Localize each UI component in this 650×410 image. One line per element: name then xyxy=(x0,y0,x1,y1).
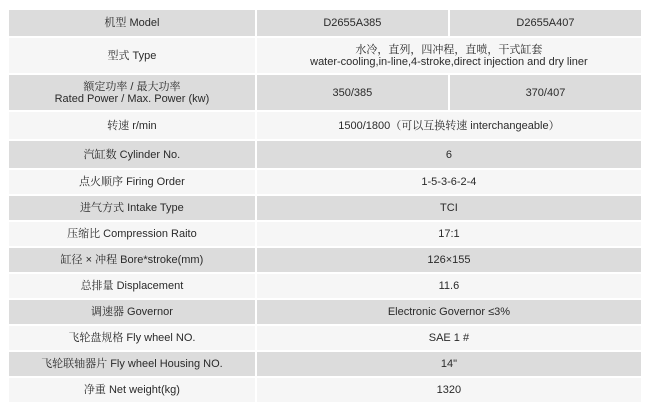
table-row-type xyxy=(9,38,641,73)
row-label: 净重 Net weight(kg) xyxy=(9,378,255,402)
table-row-governor xyxy=(9,300,641,324)
row-value-b: 370/407 xyxy=(450,75,641,110)
row-value: 11.6 xyxy=(257,274,641,298)
table-row-flywheel xyxy=(9,326,641,350)
row-value: 17:1 xyxy=(257,222,641,246)
row-label: 压缩比 Compression Raito xyxy=(9,222,255,246)
row-value: 6 xyxy=(257,141,641,168)
row-label: 缸径 × 冲程 Bore*stroke(mm) xyxy=(9,248,255,272)
row-value: 126×155 xyxy=(257,248,641,272)
power-label-cn: 额定功率 / 最大功率 xyxy=(83,80,181,93)
power-label-en: Rated Power / Max. Power (kw) xyxy=(54,92,210,105)
table-row-displacement xyxy=(9,274,641,298)
table-row-bore-stroke xyxy=(9,248,641,272)
header-model-b: D2655A407 xyxy=(450,10,641,36)
spec-table xyxy=(7,8,643,404)
table-row-speed xyxy=(9,112,641,139)
type-en-text: water-cooling,in-line,4-stroke,direct injection and dry liner xyxy=(310,55,588,68)
row-value: SAE 1 # xyxy=(257,326,641,350)
row-label: 总排量 Displacement xyxy=(9,274,255,298)
row-label: 汽缸数 Cylinder No. xyxy=(9,141,255,168)
table-row-power xyxy=(9,75,641,110)
table-row-flywheel-housing xyxy=(9,352,641,376)
table-row-intake xyxy=(9,196,641,220)
row-label: 进气方式 Intake Type xyxy=(9,196,255,220)
table-header-row xyxy=(9,10,641,36)
header-model-a: D2655A385 xyxy=(257,10,448,36)
table-row-net-weight xyxy=(9,378,641,402)
table-row-compression xyxy=(9,222,641,246)
row-label: 型式 Type xyxy=(9,38,255,73)
row-label: 点火顺序 Firing Order xyxy=(9,170,255,194)
table-row-cylinders xyxy=(9,141,641,168)
row-value: TCI xyxy=(257,196,641,220)
row-label xyxy=(9,75,255,110)
row-label: 飞轮联轴器片 Fly wheel Housing NO. xyxy=(9,352,255,376)
header-label: 机型 Model xyxy=(9,10,255,36)
row-label: 调速器 Governor xyxy=(9,300,255,324)
type-cn-text: 水冷，直列，四冲程，直喷，干式缸套 xyxy=(355,43,543,56)
row-value: 1320 xyxy=(257,378,641,402)
row-value-a: 350/385 xyxy=(257,75,448,110)
row-value: 1500/1800（可以互换转速 interchangeable） xyxy=(257,112,641,139)
row-value xyxy=(257,38,641,73)
row-value: 14" xyxy=(257,352,641,376)
row-value: 1-5-3-6-2-4 xyxy=(257,170,641,194)
table-row-firing-order xyxy=(9,170,641,194)
row-label: 转速 r/min xyxy=(9,112,255,139)
row-label: 飞轮盘规格 Fly wheel NO. xyxy=(9,326,255,350)
row-value: Electronic Governor ≤3% xyxy=(257,300,641,324)
